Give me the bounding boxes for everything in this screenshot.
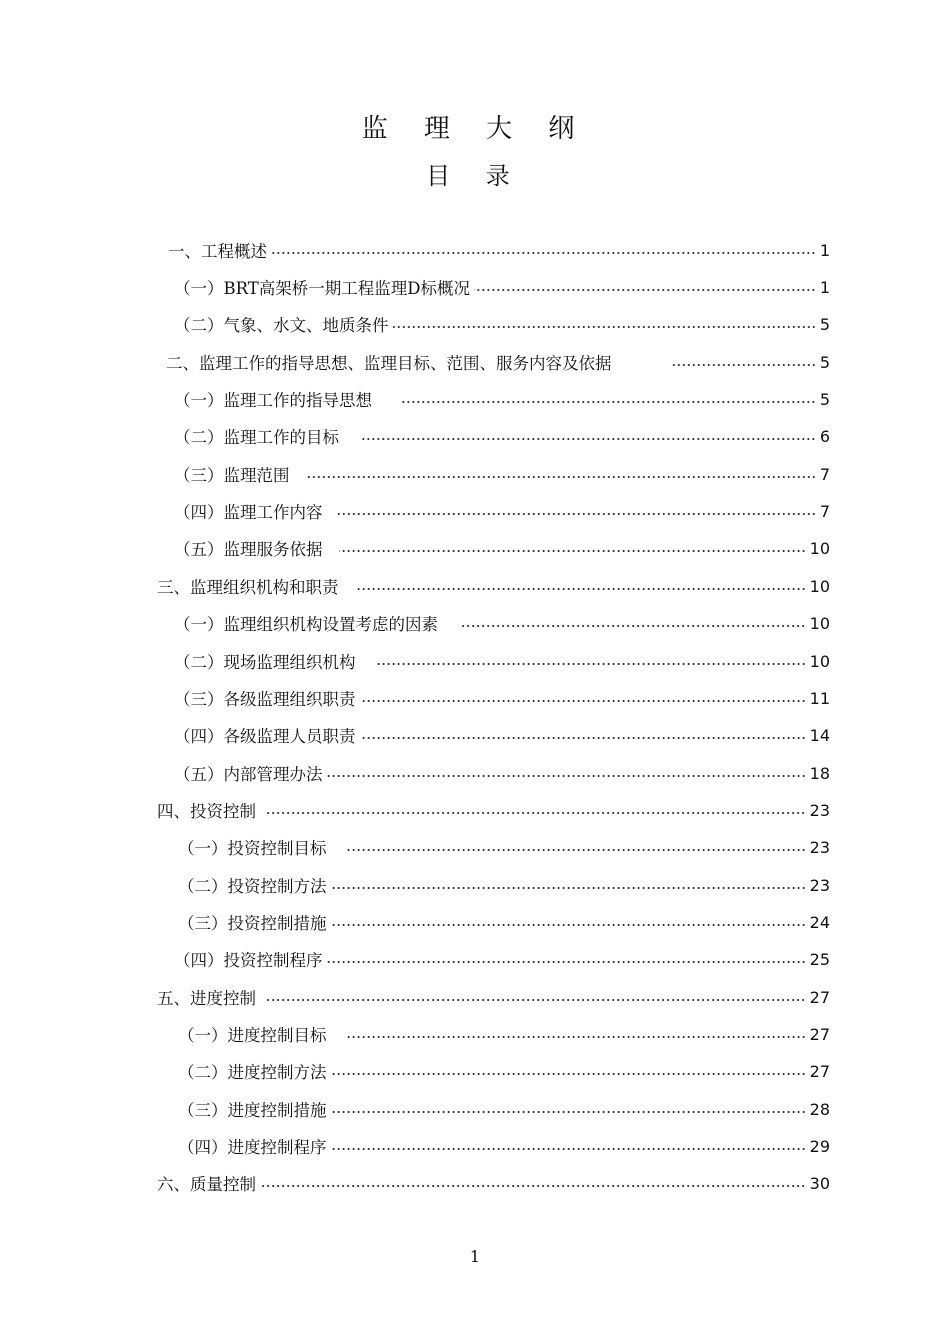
toc-leader-dots xyxy=(331,887,806,889)
toc-entry-label: 五、进度控制 xyxy=(157,989,256,1008)
toc-leader-dots xyxy=(355,588,806,590)
toc-entry-page: 27 xyxy=(809,987,830,1007)
toc-leader-dots xyxy=(335,513,816,515)
toc-entry-2-4[interactable] xyxy=(174,499,830,523)
toc-entry-label: 四、投资控制 xyxy=(157,802,256,821)
toc-entry-3-4[interactable] xyxy=(174,723,830,747)
toc-entry-label: （四）监理工作内容 xyxy=(174,503,323,522)
toc-leader-dots xyxy=(266,999,806,1001)
toc-entry-page: 27 xyxy=(809,1024,830,1044)
toc-entry-4-1[interactable] xyxy=(178,835,830,859)
page-number: 1 xyxy=(469,1247,481,1266)
toc-leader-dots xyxy=(331,1073,806,1075)
toc-entry-label: （三）各级监理组织职责 xyxy=(174,690,356,709)
toc-entry-page: 10 xyxy=(809,576,830,596)
toc-entry-4[interactable] xyxy=(157,798,830,822)
toc-leader-dots xyxy=(260,1185,806,1187)
toc-entry-label: （二）投资控制方法 xyxy=(178,877,327,896)
toc-entry-page: 23 xyxy=(809,837,830,857)
toc-entry-page: 10 xyxy=(809,538,830,558)
toc-leader-dots xyxy=(306,476,816,478)
toc-leader-dots xyxy=(345,1036,806,1038)
toc-heading: 目 录 xyxy=(426,162,524,190)
toc-leader-dots xyxy=(345,849,806,851)
toc-leader-dots xyxy=(376,663,806,665)
toc-entry-6[interactable] xyxy=(157,1171,830,1195)
toc-entry-5-4[interactable] xyxy=(178,1134,830,1158)
toc-leader-dots xyxy=(672,364,816,366)
toc-entry-page: 30 xyxy=(809,1173,830,1193)
toc-entry-label: 六、质量控制 xyxy=(157,1175,256,1194)
toc-entry-label: （四）投资控制程序 xyxy=(174,951,323,970)
toc-entry-page: 10 xyxy=(809,651,830,671)
toc-leader-dots xyxy=(266,812,806,814)
toc-entry-label: 二、监理工作的指导思想、监理目标、范围、服务内容及依据 xyxy=(166,354,612,373)
toc-leader-dots xyxy=(400,401,816,403)
toc-entry-label: （三）投资控制措施 xyxy=(178,914,327,933)
toc-entry-page: 23 xyxy=(809,800,830,820)
toc-entry-label: （二）监理工作的目标 xyxy=(174,428,339,447)
toc-entry-page: 1 xyxy=(819,277,830,297)
toc-entry-5-1[interactable] xyxy=(178,1022,830,1046)
toc-entry-page: 25 xyxy=(809,949,830,969)
toc-entry-label: （一）进度控制目标 xyxy=(178,1026,327,1045)
toc-leader-dots xyxy=(331,1111,806,1113)
toc-entry-page: 10 xyxy=(809,613,830,633)
toc-entry-label: （二）进度控制方法 xyxy=(178,1063,327,1082)
toc-entry-label: （二）现场监理组织机构 xyxy=(174,653,356,672)
toc-entry-label: 三、监理组织机构和职责 xyxy=(157,578,339,597)
toc-entry-3[interactable] xyxy=(157,574,830,598)
toc-entry-3-5[interactable] xyxy=(174,761,830,785)
toc-entry-4-2[interactable] xyxy=(178,873,830,897)
toc-entry-2[interactable] xyxy=(166,350,830,374)
toc-leader-dots xyxy=(360,700,806,702)
toc-entry-label: （四）各级监理人员职责 xyxy=(174,727,356,746)
toc-leader-dots xyxy=(327,961,806,963)
toc-entry-5[interactable] xyxy=(157,985,830,1009)
toc-entry-label: （一）BRT高架桥一期工程监理D标概况 xyxy=(174,279,470,298)
toc-entry-label: （一）监理工作的指导思想 xyxy=(174,391,372,410)
toc-entry-4-4[interactable] xyxy=(174,947,830,971)
toc-entry-3-2[interactable] xyxy=(174,649,830,673)
toc-leader-dots xyxy=(331,924,806,926)
toc-entry-3-1[interactable] xyxy=(174,611,830,635)
toc-entry-5-3[interactable] xyxy=(178,1097,830,1121)
toc-entry-page: 29 xyxy=(809,1136,830,1156)
toc-entry-page: 24 xyxy=(809,912,830,932)
toc-entry-label: （五）监理服务依据 xyxy=(174,540,323,559)
toc-entry-label: （一）监理组织机构设置考虑的因素 xyxy=(174,615,438,634)
toc-entry-3-3[interactable] xyxy=(174,686,830,710)
toc-entry-4-3[interactable] xyxy=(178,910,830,934)
toc-entry-page: 5 xyxy=(819,314,830,334)
toc-entry-label: （三）监理范围 xyxy=(174,466,290,485)
toc-entry-page: 28 xyxy=(809,1099,830,1119)
toc-entry-1[interactable] xyxy=(168,238,830,262)
toc-entry-2-1[interactable] xyxy=(174,387,830,411)
toc-entry-page: 14 xyxy=(809,725,830,745)
toc-leader-dots xyxy=(360,737,806,739)
toc-entry-label: （四）进度控制程序 xyxy=(178,1138,327,1157)
toc-entry-label: 一、工程概述 xyxy=(168,242,267,261)
toc-entry-2-5[interactable] xyxy=(174,536,830,560)
toc-leader-dots xyxy=(339,550,806,552)
toc-leader-dots xyxy=(327,775,806,777)
toc-entry-2-3[interactable] xyxy=(174,462,830,486)
toc-entry-1-2[interactable] xyxy=(174,312,830,336)
toc-leader-dots xyxy=(361,438,816,440)
toc-entry-label: （五）内部管理办法 xyxy=(174,765,323,784)
toc-entry-page: 1 xyxy=(819,240,830,260)
toc-entry-page: 11 xyxy=(809,688,830,708)
toc-leader-dots xyxy=(331,1148,806,1150)
toc-entry-page: 27 xyxy=(809,1061,830,1081)
toc-entry-1-1[interactable] xyxy=(174,275,830,299)
toc-leader-dots xyxy=(474,289,816,291)
toc-entry-page: 18 xyxy=(809,763,830,783)
toc-entry-label: （一）投资控制目标 xyxy=(178,839,327,858)
toc-leader-dots xyxy=(393,326,816,328)
toc-entry-page: 5 xyxy=(819,389,830,409)
toc-leader-dots xyxy=(462,625,806,627)
toc-entry-page: 6 xyxy=(819,426,830,446)
toc-entry-5-2[interactable] xyxy=(178,1059,830,1083)
toc-entry-label: （二）气象、水文、地质条件 xyxy=(174,316,389,335)
toc-entry-page: 23 xyxy=(809,875,830,895)
toc-leader-dots xyxy=(271,252,816,254)
document-title: 监 理 大 纲 xyxy=(361,114,589,144)
toc-entry-2-2[interactable] xyxy=(174,424,830,448)
toc-entry-page: 7 xyxy=(819,501,830,521)
toc-entry-page: 5 xyxy=(819,352,830,372)
toc-entry-label: （三）进度控制措施 xyxy=(178,1101,327,1120)
toc-entry-page: 7 xyxy=(819,464,830,484)
